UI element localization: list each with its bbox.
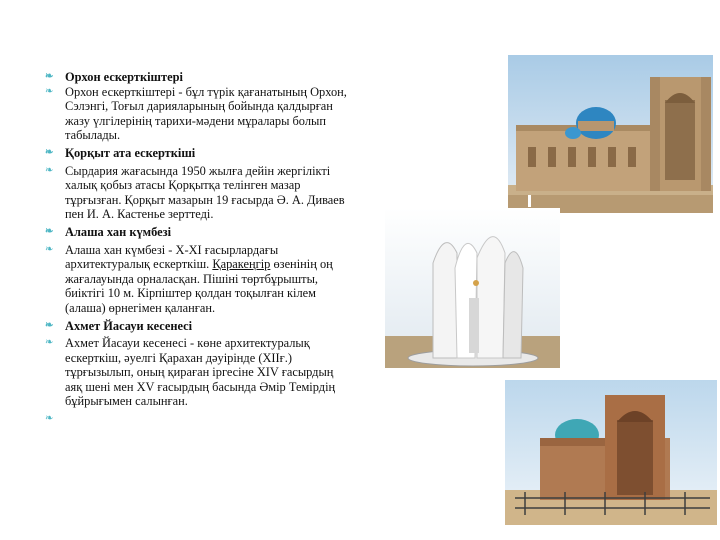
heading-text: Ахмет Йасауи кесенесі bbox=[65, 318, 193, 333]
bullet-icon: ❧ bbox=[45, 243, 54, 255]
paragraph-text: Алаша хан күмбезі - X-XI ғасырлардағы архитектуралық ескерткіш. bbox=[65, 242, 279, 272]
paragraph-text: Орхон ескерткіштері - бұл түрік қағанатының Орхон, Сэлэнгі, Тоғыл дарияларының бойында қалдырған жазу үлгілерінің тарихи-мәдени мұралары болып табылады. bbox=[65, 84, 347, 143]
bullet-icon: ❧ bbox=[45, 225, 54, 237]
bullet-icon: ❧ bbox=[45, 319, 54, 331]
paragraph-text: Сырдария жағасында 1950 жылға дейін жергілікті халық қобыз атасы Қорқытқа телінген мазар тұрғызған. Қорқыт мазарын 19 ғасырда Ә. А. Диваев пен И. А. Кастенье зерттеді. bbox=[65, 163, 345, 222]
bullet-icon: ❧ bbox=[45, 85, 54, 97]
heading-text: Қорқыт ата ескерткіші bbox=[65, 145, 196, 160]
heading-korkyt bbox=[45, 146, 350, 161]
korkyt-monument-photo bbox=[385, 208, 560, 368]
bullet-icon: ❧ bbox=[45, 413, 54, 425]
paragraph-text: өзенінің оң жағалауында орналасқан. Пішіні төртбұрышты, биіктігі 10 м. Кірпіштер қолдан тоқылған кілем (алаша) өрнегімен қаланған. bbox=[65, 257, 333, 315]
heading-text: Алаша хан күмбезі bbox=[65, 224, 172, 239]
bullet-icon: ❧ bbox=[45, 71, 54, 82]
bullet-list bbox=[45, 70, 350, 425]
heading-text: Орхон ескерткіштері bbox=[65, 70, 183, 84]
paragraph-alasha bbox=[45, 243, 350, 316]
heading-orkhon bbox=[45, 70, 350, 85]
heading-yasawi bbox=[45, 319, 350, 334]
river-link[interactable]: Қаракеңгір bbox=[212, 257, 271, 272]
bullet-icon: ❧ bbox=[45, 164, 54, 176]
paragraph-yasawi bbox=[45, 336, 350, 409]
bullet-icon: ❧ bbox=[45, 146, 54, 158]
heading-alasha bbox=[45, 225, 350, 240]
paragraph-text: Ахмет Йасауи кесенесі - көне архитектуралық ескерткіш, әуелгі Қарахан дәуірінде (XIIғ.) тұрғызылып, оның қираған іргесіне XIV ғасырдың аяқ шені мен XV ғасырдың басында Әмір Темірдің бұйрығымен салынған. bbox=[65, 336, 336, 409]
paragraph-korkyt bbox=[45, 164, 350, 222]
mausoleum-photo bbox=[508, 55, 713, 213]
alasha-khan-photo bbox=[505, 380, 717, 525]
paragraph-orkhon bbox=[45, 85, 350, 143]
bullet-icon: ❧ bbox=[45, 337, 54, 349]
